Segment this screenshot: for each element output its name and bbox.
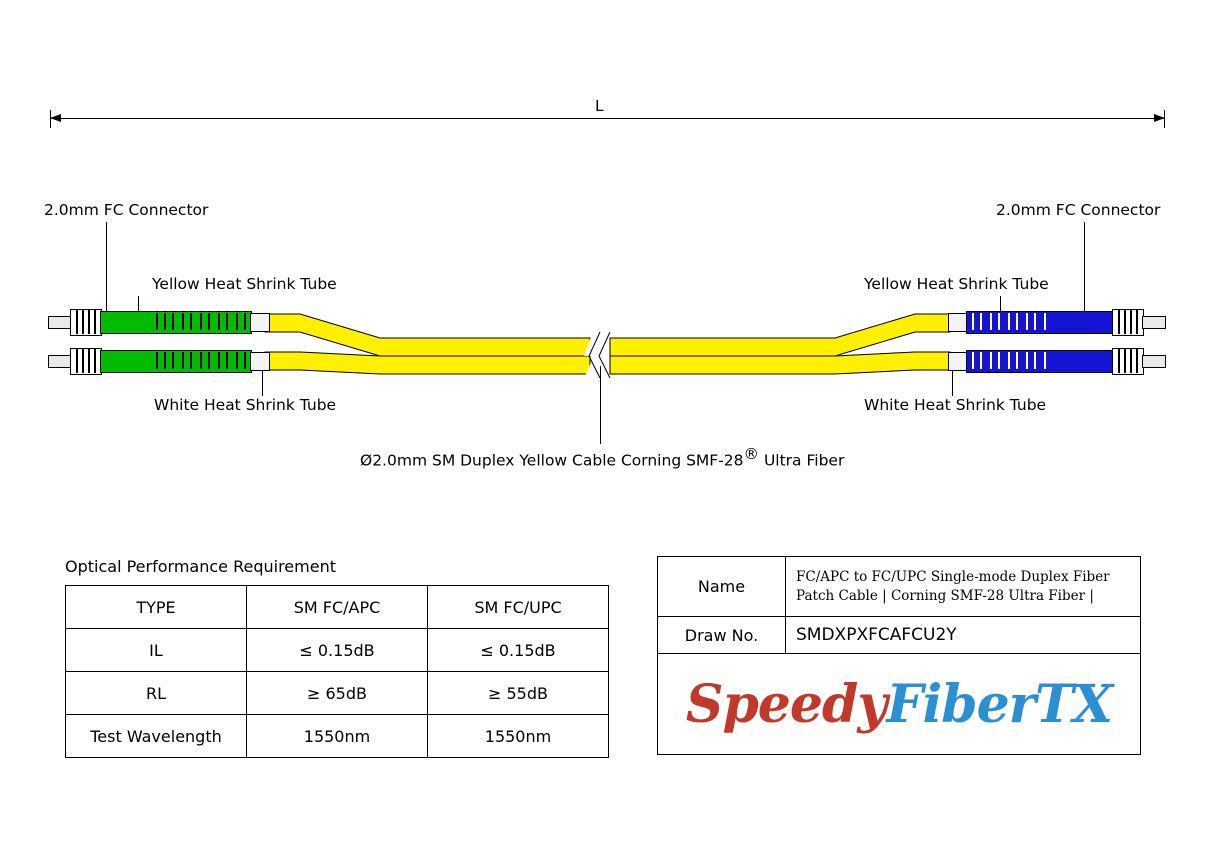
dimension-label-L: L [589,97,610,115]
title-block [657,556,1141,755]
name-value-line1: FC/APC to FC/UPC Single-mode Duplex Fiber [796,569,1110,586]
row-rl-upc: ≥ 55dB [428,672,609,715]
drawno-label: Draw No. [658,617,786,653]
table-row [66,715,609,758]
registered-mark: ® [743,445,760,463]
header-upc: SM FC/UPC [428,586,609,629]
row-il-type: IL [66,629,247,672]
table-row [66,629,609,672]
name-label: Name [658,557,786,616]
row-rl-type: RL [66,672,247,715]
row-rl-apc: ≥ 65dB [247,672,428,715]
row-wavelength-upc: 1550nm [428,715,609,758]
row-il-apc: ≤ 0.15dB [247,629,428,672]
callout-white-tube-right: White Heat Shrink Tube [864,396,1047,414]
cable-spec-text-1: Ø2.0mm SM Duplex Yellow Cable Corning SMF-28 [360,451,744,470]
callout-white-tube-left: White Heat Shrink Tube [154,396,337,414]
header-type: TYPE [66,586,247,629]
table-header-row [66,586,609,629]
optical-performance-table [65,585,609,758]
row-wavelength-apc: 1550nm [247,715,428,758]
row-wavelength-type: Test Wavelength [66,715,247,758]
logo-text-fibertx: FiberTX [886,673,1113,735]
drawno-value: SMDXPXFCAFCU2Y [796,625,957,645]
name-value [786,557,1140,616]
company-logo [658,654,1140,754]
cable-leg-upper-right [610,314,950,356]
logo-text-speedy: Speedy [685,673,887,735]
row-il-upc: ≤ 0.15dB [428,629,609,672]
title-block-drawno-row [658,617,1140,654]
cable-leg-upper-left [265,314,590,356]
callout-yellow-tube-left: Yellow Heat Shrink Tube [152,275,337,293]
callout-connector-left: 2.0mm FC Connector [44,201,209,219]
header-apc: SM FC/APC [247,586,428,629]
callout-connector-right: 2.0mm FC Connector [996,201,1161,219]
title-block-name-row [658,557,1140,617]
drawno-value-cell [786,617,1140,653]
callout-yellow-tube-right: Yellow Heat Shrink Tube [864,275,1049,293]
performance-table-title: Optical Performance Requirement [65,557,336,576]
table-row [66,672,609,715]
name-value-line2: Patch Cable | Corning SMF-28 Ultra Fiber | [796,587,1094,604]
cable-spec-text-2: Ultra Fiber [759,451,845,470]
